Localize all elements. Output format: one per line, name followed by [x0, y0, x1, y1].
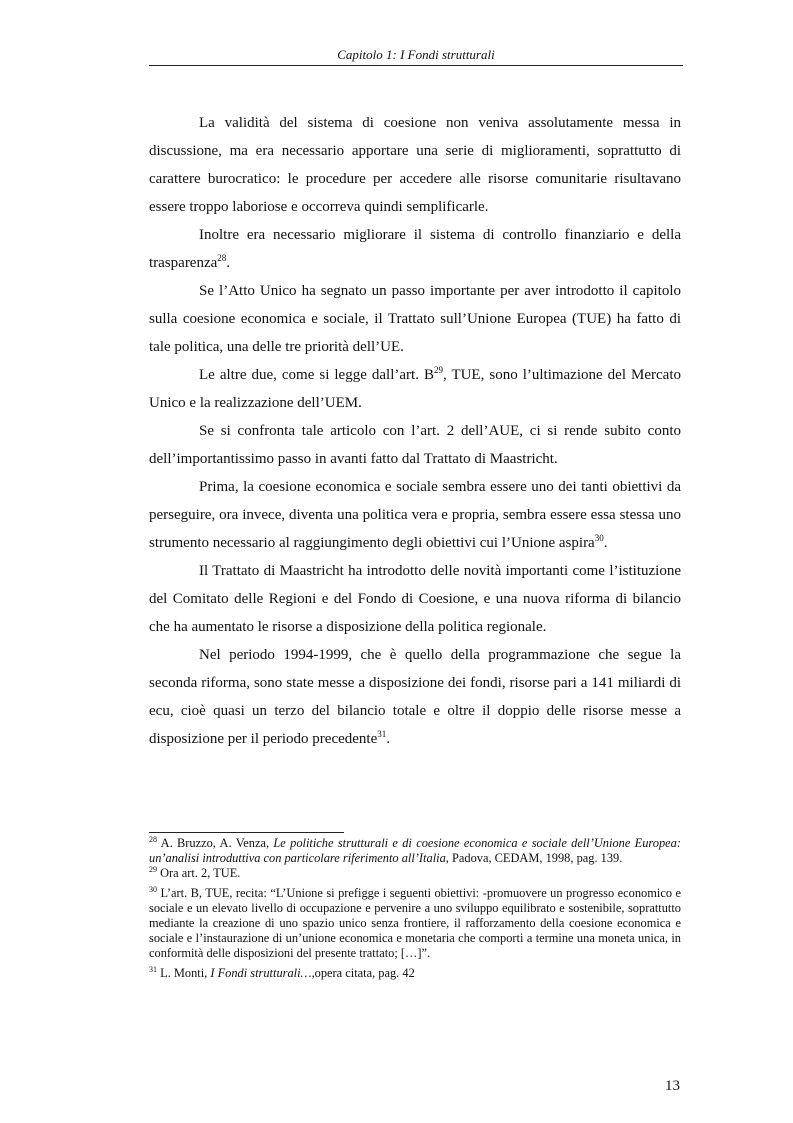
running-header: Capitolo 1: I Fondi strutturali	[337, 47, 495, 62]
paragraph-2	[149, 221, 681, 277]
footnote-30	[149, 886, 681, 961]
paragraph-2-end: .	[226, 255, 231, 271]
paragraph-4-end: , TUE, sono l’ultimazione del Mercato Unico e la realizzazione dell’UEM.	[149, 367, 681, 411]
paragraph-3: Se l’Atto Unico ha segnato un passo importante per aver introdotto il capitolo sulla coesione economica e sociale, il Trattato sull’Unione Europea (TUE) ha fatto di tale politica, una delle tre priorità dell’UE.	[149, 283, 681, 355]
paragraph-6-end: .	[603, 535, 608, 551]
header-rule	[149, 65, 683, 66]
footnote-28-title: Le politiche strutturali e di coesione economica e sociale dell’Unione Europea: un’analisi introduttiva con particolare riferimento all’Italia	[149, 836, 681, 865]
footnotes	[149, 836, 681, 981]
paragraph-7: Il Trattato di Maastricht ha introdotto delle novità importanti come l’istituzione del Comitato delle Regioni e del Fondo di Coesione, e una nuova riforma di bilancio che ha aumentato le risorse a disposizione della politica regionale.	[149, 563, 681, 635]
paragraph-2-text: Inoltre era necessario migliorare il sistema di controllo finanziario e della trasparenza	[149, 227, 681, 271]
footnote-29-number: 29	[149, 865, 157, 874]
page-number: 13	[665, 1078, 680, 1094]
footnote-ref-29[interactable]: 29	[433, 365, 443, 375]
footnote-29	[149, 866, 681, 881]
paragraph-5: Se si confronta tale articolo con l’art. 2 dell’AUE, ci si rende subito conto dell’importantissimo passo in avanti fatto dal Trattato di Maastricht.	[149, 423, 681, 467]
body-text	[149, 109, 681, 753]
paragraph-4-text: Le altre due, come si legge dall’art. B	[199, 367, 434, 383]
paragraph-8-text: Nel periodo 1994-1999, che è quello della programmazione che segue la seconda riforma, sono state messe a disposizione dei fondi, risorse pari a 141 miliardi di ecu, cioè quasi un terzo del bilancio totale e oltre il doppio delle risorse messe a disposizione per il periodo precedente	[149, 647, 681, 747]
footnote-ref-30[interactable]: 30	[594, 533, 604, 543]
paragraph-8	[149, 641, 681, 753]
paragraph-6-text: Prima, la coesione economica e sociale sembra essere uno dei tanti obiettivi da perseguire, ora invece, diventa una politica vera e propria, sembra essere essa stessa uno strumento necessario al raggiungimento degli obiettivi cui l’Unione aspira	[149, 479, 681, 551]
footnote-28-number: 28	[149, 835, 157, 844]
footnote-rule	[149, 832, 344, 833]
footnote-ref-28[interactable]: 28	[217, 253, 227, 263]
paragraph-4	[149, 361, 681, 417]
paragraph-1: La validità del sistema di coesione non veniva assolutamente messa in discussione, ma era necessario apportare una serie di miglioramenti, soprattutto di carattere burocratico: le procedure per accedere alle risorse comunitarie risultavano essere troppo laboriose e occorreva quindi semplificarle.	[149, 115, 681, 215]
footnote-31-title: I Fondi strutturali…	[210, 966, 312, 980]
paragraph-8-end: .	[386, 731, 391, 747]
footnote-28-authors: A. Bruzzo, A. Venza,	[157, 836, 274, 850]
footnote-31-authors: L. Monti,	[157, 966, 211, 980]
footnote-ref-31[interactable]: 31	[377, 729, 387, 739]
footnote-28-rest: , Padova, CEDAM, 1998, pag. 139.	[445, 851, 623, 865]
footnote-28	[149, 836, 681, 866]
footnote-29-text: Ora art. 2, TUE.	[157, 866, 241, 880]
footnote-31-number: 31	[149, 965, 157, 974]
footnote-30-text: L’art. B, TUE, recita: “L’Unione si prefigge i seguenti obiettivi: -promuovere un progresso economico e sociale e un elevato livello di occupazione e pervenire a uno sviluppo equilibrato e sostenibile, soprattutto mediante la creazione di uno spazio unico senza frontiere, il rafforzamento della coesione economica e sociale e l’instaurazione di un’unione economica e monetaria che comporti a termine una moneta unica, in conformità delle disposizioni del presente trattato; […]”.	[149, 886, 681, 960]
paragraph-6	[149, 473, 681, 557]
footnote-31	[149, 966, 681, 981]
footnote-31-rest: ,opera citata, pag. 42	[311, 966, 415, 980]
footnote-30-number: 30	[149, 885, 157, 894]
